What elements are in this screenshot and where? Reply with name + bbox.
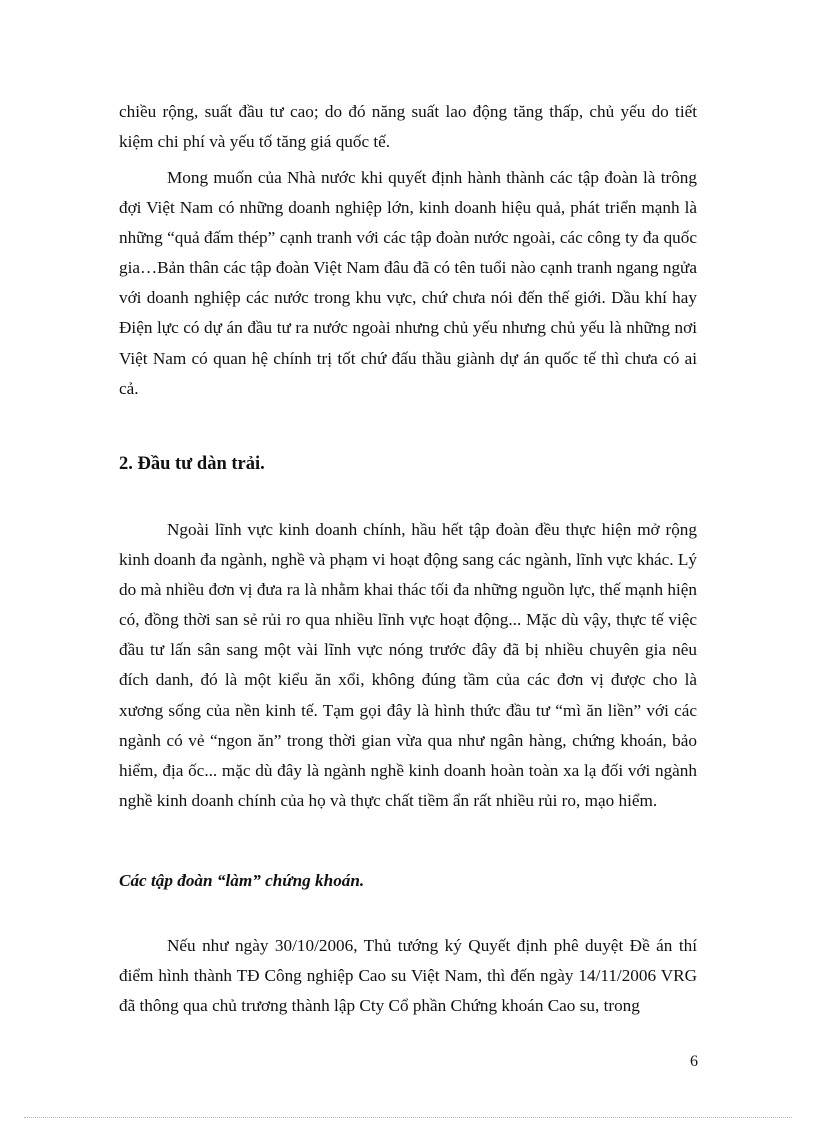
section-heading: 2. Đầu tư dàn trải. — [119, 454, 265, 474]
page-number: 6 — [690, 1053, 698, 1070]
paragraph-state-expectation: Mong muốn của Nhà nước khi quyết định hành thành các tập đoàn là trông đợi Việt Nam có những doanh nghiệp lớn, kinh doanh hiệu quả, phát triển mạnh là những “quả đấm thép” cạnh tranh với các tập đoàn nước ngoài, các công ty đa quốc gia…Bản thân các tập đoàn Việt Nam đâu đã có tên tuổi nào cạnh tranh ngang ngửa với doanh nghiệp các nước trong khu vực, chứ chưa nói đến thế giới. Dầu khí hay Điện lực có dự án đầu tư ra nước ngoài nhưng chủ yếu nhưng chủ yếu là những nơi Việt Nam có quan hệ chính trị tốt chứ đấu thầu giành dự án quốc tế thì chưa có ai cả. — [119, 168, 697, 398]
subsection-heading: Các tập đoàn “làm” chứng khoán. — [119, 871, 365, 890]
paragraph-diversification: Ngoài lĩnh vực kinh doanh chính, hầu hết tập đoàn đều thực hiện mở rộng kinh doanh đa ngành, nghề và phạm vi hoạt động sang các ngành, lĩnh vực khác. Lý do mà nhiều đơn vị đưa ra là nhằm khai thác tối đa những nguồn lực, thế mạnh hiện có, đồng thời san sẻ rủi ro qua nhiều lĩnh vực hoạt động... Mặc dù vậy, thực tế việc đầu tư lấn sân sang một vài lĩnh vực nóng trước đây đã bị nhiều chuyên gia nêu đích danh, đó là một kiểu ăn xổi, không đúng tầm của các đơn vị được cho là xương sống của nền kinh tế. Tạm gọi đây là hình thức đầu tư “mì ăn liền” với các ngành có vẻ “ngon ăn” trong thời gian vừa qua như ngân hàng, chứng khoán, bảo hiểm, địa ốc... mặc dù đây là ngành nghề kinh doanh hoàn toàn xa lạ đối với ngành nghề kinh doanh chính của họ và thực chất tiềm ẩn rất nhiều rủi ro, mạo hiểm. — [119, 520, 697, 810]
footer-dotted-rule — [24, 1117, 792, 1118]
paragraph-continuation: chiều rộng, suất đầu tư cao; do đó năng suất lao động tăng thấp, chủ yếu do tiết kiệm chi phí và yếu tố tăng giá quốc tế. — [119, 102, 697, 152]
paragraph-securities: Nếu như ngày 30/10/2006, Thủ tướng ký Quyết định phê duyệt Đề án thí điểm hình thành TĐ Công nghiệp Cao su Việt Nam, thì đến ngày 14/11/2006 VRG đã thông qua chủ trương thành lập Cty Cổ phần Chứng khoán Cao su, trong — [119, 936, 697, 1016]
